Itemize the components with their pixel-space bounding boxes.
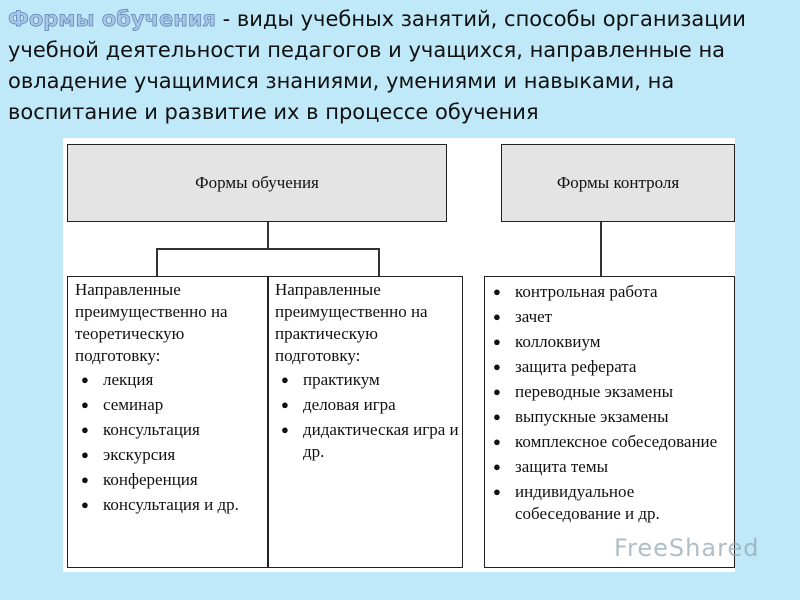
list-item <box>487 456 731 478</box>
connector-stem <box>267 222 269 248</box>
list-item-label: контрольная работа <box>515 282 658 301</box>
heading-definition: - виды учебных занятий, способы организации учебной деятельности педагогов и учащихся, направленные на овладение учащимися знаниями, умениями и навыками, на воспитание и развитие их в процессе обучения <box>8 7 746 124</box>
list-item <box>75 419 263 441</box>
bullet-icon: ● <box>81 497 89 512</box>
list-item <box>75 394 263 416</box>
bullet-icon: ● <box>493 284 501 299</box>
bullet-icon: ● <box>281 422 289 437</box>
list-item <box>487 306 731 328</box>
control-title-label: Формы контроля <box>556 173 680 192</box>
bullet-icon: ● <box>281 397 289 412</box>
bullet-icon: ● <box>493 334 501 349</box>
list-item-label: практикум <box>303 370 380 389</box>
list-item-label: дидактическая игра и др. <box>303 420 459 461</box>
list-item-label: переводные экзамены <box>515 382 673 401</box>
connector-horizontal <box>156 248 379 250</box>
control-column <box>487 281 731 528</box>
list-item-label: деловая игра <box>303 395 396 414</box>
connector-left-drop <box>156 248 158 276</box>
diagram-panel <box>63 138 735 572</box>
forms-title-label: Формы обучения <box>195 173 319 192</box>
bullet-icon: ● <box>81 447 89 462</box>
connector-right-drop <box>378 248 380 276</box>
bullet-icon: ● <box>493 384 501 399</box>
bullet-icon: ● <box>493 484 501 499</box>
list-item <box>75 494 263 516</box>
list-item-label: экскурсия <box>103 445 176 464</box>
practical-column <box>275 279 459 466</box>
list-item-label: лекция <box>103 370 154 389</box>
theoretical-intro: Направленные преимущественно на теоретическую подготовку: <box>75 280 228 365</box>
bullet-icon: ● <box>493 359 501 374</box>
list-item <box>487 381 731 403</box>
list-item <box>75 369 263 391</box>
heading-term: Формы обучения <box>8 7 216 31</box>
list-item <box>487 406 731 428</box>
list-item <box>487 331 731 353</box>
list-item <box>487 431 731 453</box>
theoretical-list <box>75 369 263 516</box>
bullet-icon: ● <box>81 372 89 387</box>
slide-heading <box>8 4 792 128</box>
bullet-icon: ● <box>493 459 501 474</box>
list-item <box>487 281 731 303</box>
list-item-label: семинар <box>103 395 164 414</box>
list-item-label: консультация и др. <box>103 495 239 514</box>
bullet-icon: ● <box>493 434 501 449</box>
list-item <box>487 356 731 378</box>
bullet-icon: ● <box>81 422 89 437</box>
control-list <box>487 281 731 525</box>
list-item <box>275 419 459 463</box>
bullet-icon: ● <box>81 472 89 487</box>
practical-list <box>275 369 459 463</box>
list-item-label: зачет <box>515 307 553 326</box>
bullet-icon: ● <box>281 372 289 387</box>
list-item <box>275 394 459 416</box>
list-item <box>487 481 731 525</box>
practical-intro: Направленные преимущественно на практическую подготовку: <box>275 280 428 365</box>
list-item <box>75 469 263 491</box>
forms-title-box <box>67 144 447 222</box>
list-item-label: конференция <box>103 470 198 489</box>
list-item-label: защита реферата <box>515 357 637 376</box>
connector-control <box>600 222 602 276</box>
list-item-label: консультация <box>103 420 200 439</box>
list-item-label: защита темы <box>515 457 609 476</box>
theoretical-column <box>75 279 263 519</box>
bullet-icon: ● <box>493 309 501 324</box>
list-item-label: комплексное собеседование <box>515 432 718 451</box>
list-item-label: индивидуальное собеседование и др. <box>515 482 660 523</box>
list-item <box>75 444 263 466</box>
list-item-label: коллоквиум <box>515 332 601 351</box>
control-title-box <box>501 144 735 222</box>
bullet-icon: ● <box>81 397 89 412</box>
bullet-icon: ● <box>493 409 501 424</box>
watermark-logo: FreeShared <box>614 534 760 562</box>
list-item <box>275 369 459 391</box>
list-item-label: выпускные экзамены <box>515 407 669 426</box>
